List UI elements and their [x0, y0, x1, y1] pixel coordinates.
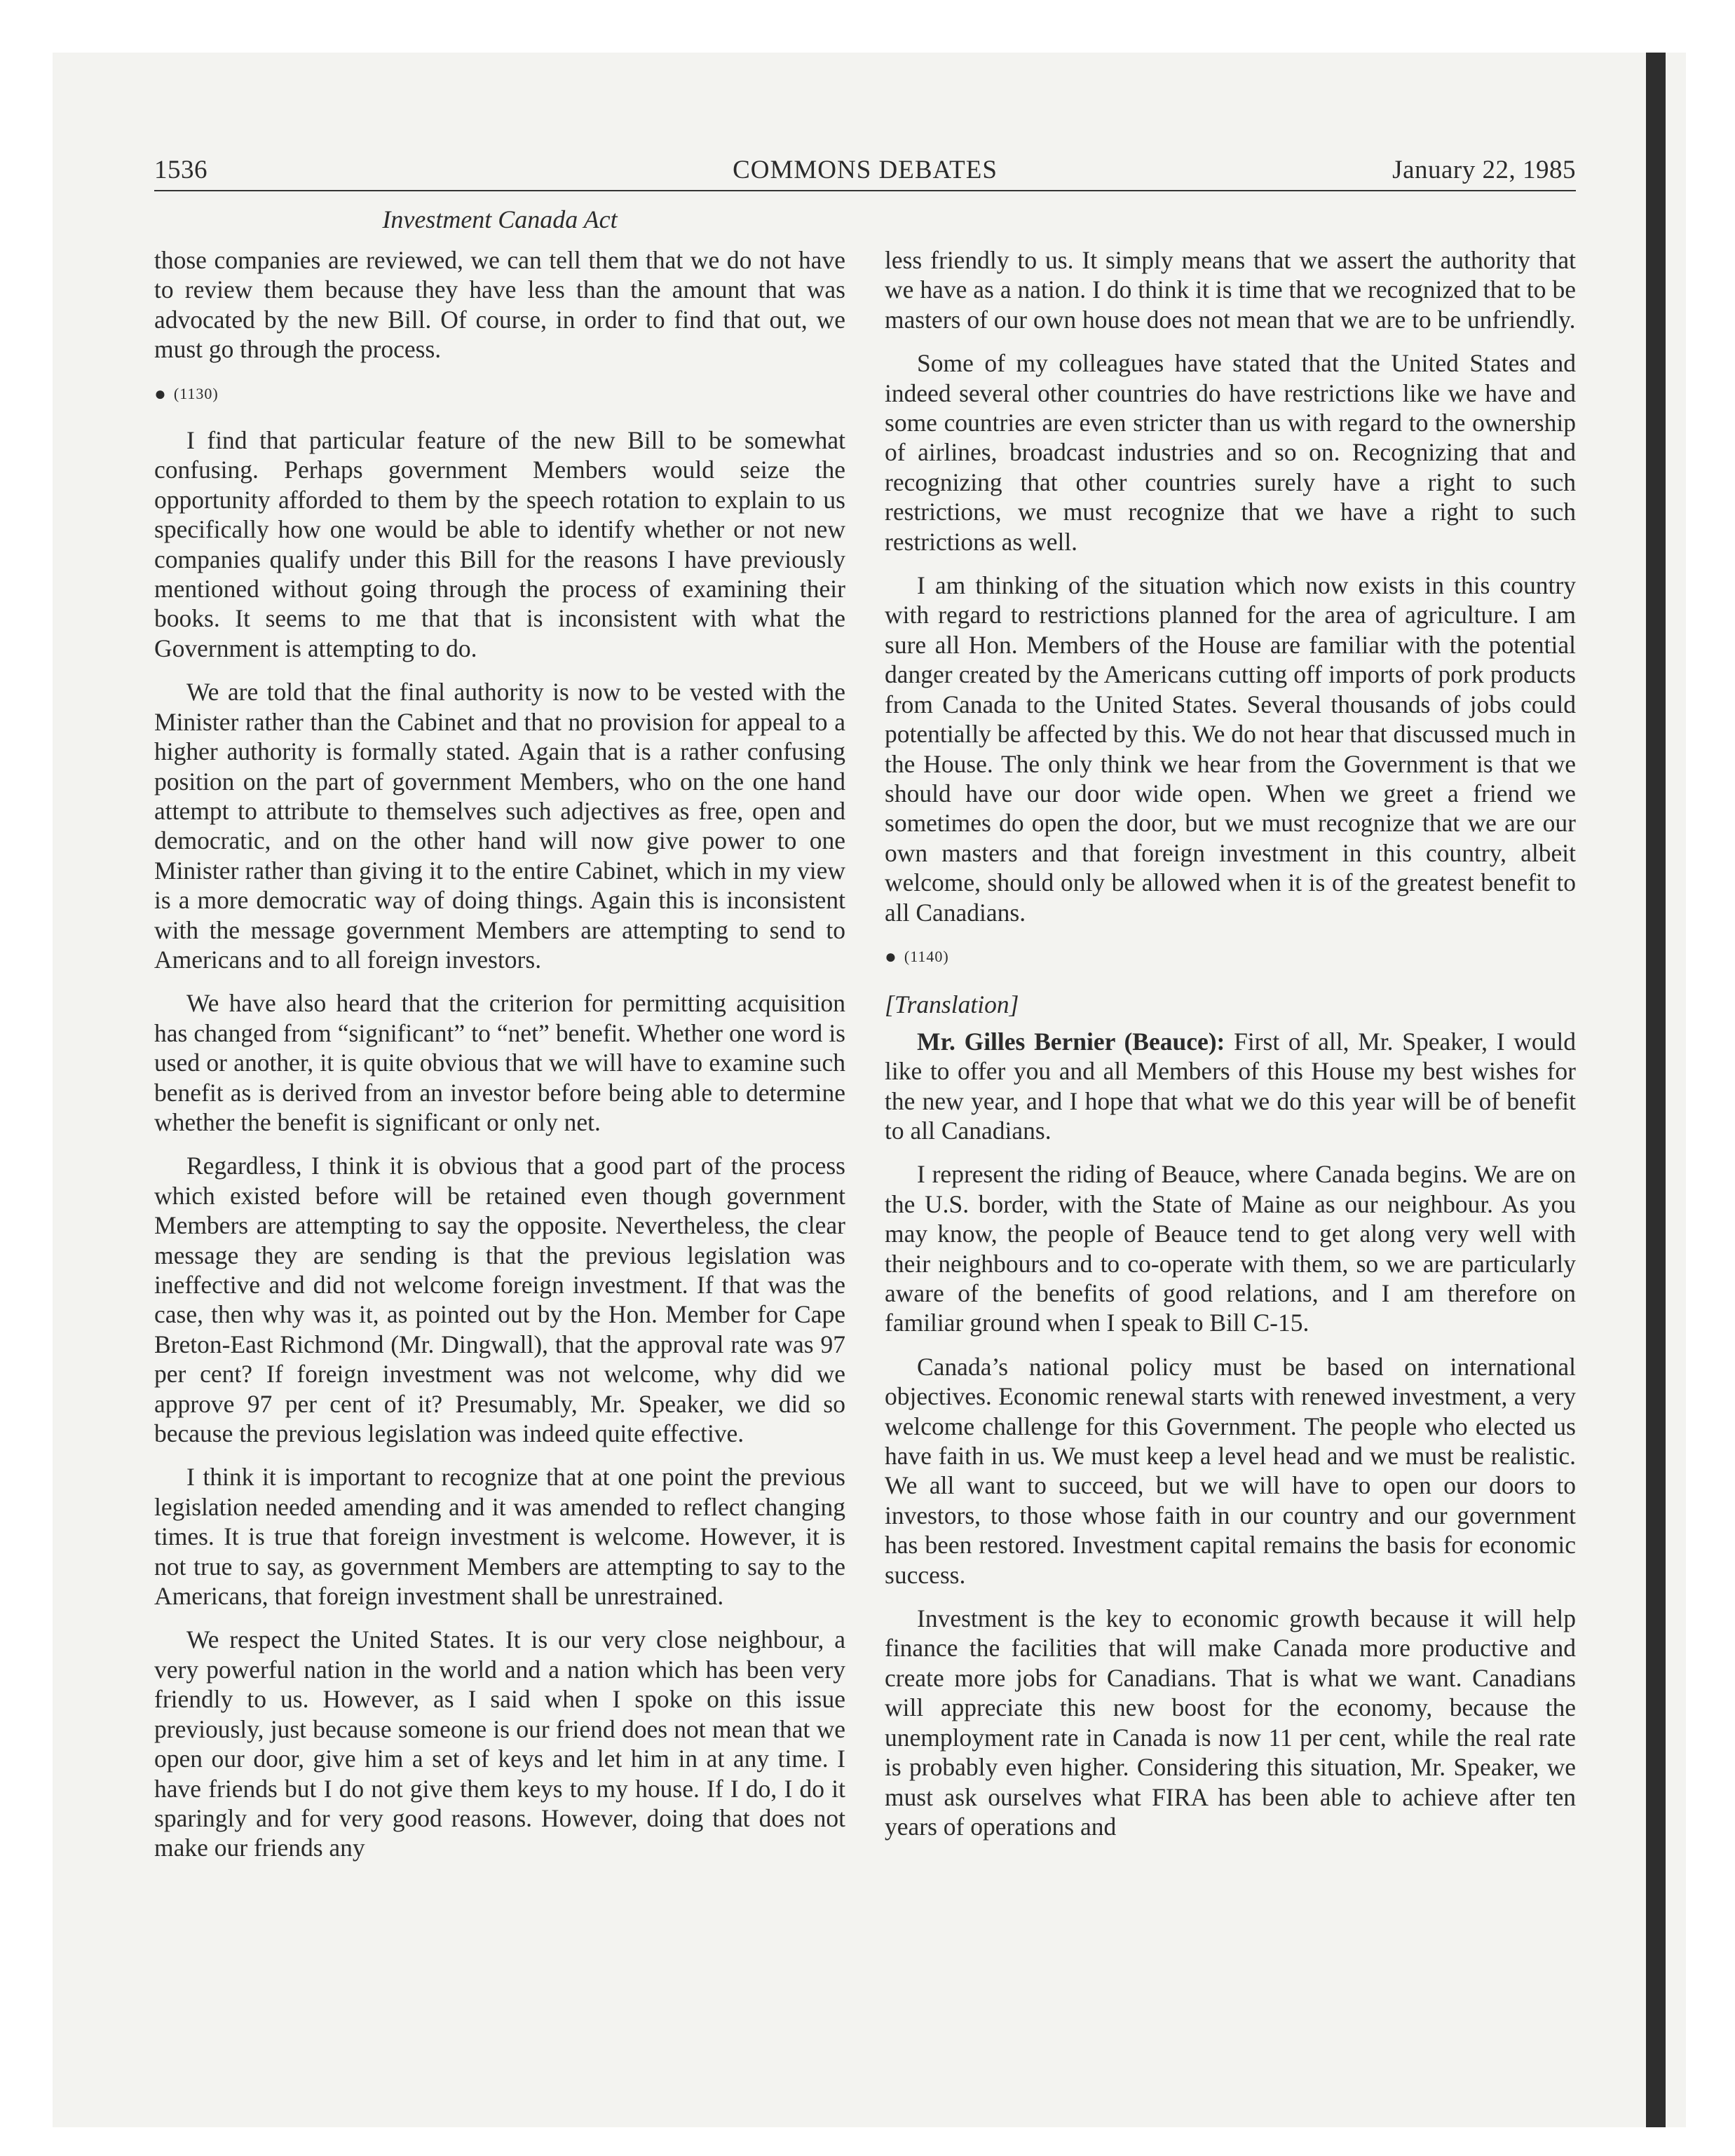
paragraph: We are told that the final authority is now to be vested with the Minister rather than the Cabinet and that no provision for appeal to a higher authority is formally stated. Again that is a rather confusing position on the part of government Members, who on the one hand attempt to attribute to themselves such adjectives as free, open and democratic, and on the other hand will now give power to one Minister rather than giving it to the entire Cabinet, which in my view is a more democratic way of doing things. Again this is inconsistent with the message government Members are attempting to send to Americans and to all foreign investors. — [154, 678, 845, 974]
paragraph: I find that particular feature of the new Bill to be somewhat confusing. Perhaps government Members would seize the opportunity afforded to them by the speech rotation to explain to us specifically how one would be able to identify whether or not new companies qualify under this Bill for the reasons I have previously mentioned without going through the process of examining their books. It seems to me that that is inconsistent with what the Government is attempting to do. — [154, 426, 845, 662]
left-column — [154, 245, 845, 1877]
paragraph: I represent the riding of Beauce, where Canada begins. We are on the U.S. border, with the State of Maine as our neighbour. As you may know, the people of Beauce tend to get along very well with their neighbours and to co-operate with them, so we are particularly aware of the benefits of good relations, and I am therefore on familiar ground when I speak to Bill C-15. — [885, 1160, 1576, 1337]
section-subtitle: Investment Canada Act — [382, 205, 618, 233]
paragraph: those companies are reviewed, we can tell them that we do not have to review them because they have less than the amount that was advocated by the new Bill. Of course, in order to find that out, we must go through the process. — [154, 246, 845, 364]
paragraph: I am thinking of the situation which now exists in this country with regard to restrictions planned for the area of agriculture. I am sure all Hon. Members of the House are familiar with the potential danger created by the Americans cutting off imports of pork products from Canada to the United States. Several thousands of jobs could potentially be affected by this. We do not hear that discussed much in the House. The only think we hear from the Government is that we should have our door wide open. When we greet a friend we sometimes do open the door, but we must recognize that we are our own masters and that foreign investment in this country, albeit welcome, should only be allowed when it is of the greatest benefit to all Canadians. — [885, 571, 1576, 927]
speech-text: First of all, Mr. Speaker, I would like to offer you and all Members of this House my best wishes for the new year, and I hope that what we do this year will be of benefit to all Canadians. — [885, 1027, 1577, 1145]
paragraph: less friendly to us. It simply means that we assert the authority that we have as a nation. I do think it is time that we recognized that to be masters of our own house does not mean that we are to be unfriendly. — [885, 246, 1576, 334]
paragraph: Canada’s national policy must be based on international objectives. Economic renewal starts with renewed investment, a very welcome challenge for this Government. The people who elected us have faith in us. We must keep a level head and we must be realistic. We all want to succeed, but we will have to open our doors to investors, to those whose faith in our country and our government has been restored. Investment capital remains the basis for economic success. — [885, 1352, 1576, 1589]
page-header — [154, 151, 1576, 191]
paragraph: I think it is important to recognize that at one point the previous legislation needed amending and it was amended to reflect changing times. It is true that foreign investment is welcome. However, it is not true to say, as government Members are attempting to say to the Americans, that foreign investment shall be unrestrained. — [154, 1463, 845, 1611]
scan-edge-shadow — [1646, 53, 1666, 2127]
paragraph: We respect the United States. It is our very close neighbour, a very powerful nation in the world and a nation which has been very friendly to us. However, as I said when I spoke on this issue previously, just because someone is our friend does not mean that we open our door, give him a set of keys and let him in at any time. I have friends but I do not give them keys to my house. If I do, I do it sparingly and for very good reasons. However, doing that does not make our friends any — [154, 1625, 845, 1862]
speaker-name: Mr. Gilles Bernier (Beauce): — [917, 1027, 1225, 1056]
bullet-icon: ● — [154, 383, 167, 405]
page-date: January 22, 1985 — [1392, 156, 1576, 184]
time-marker-label: (1140) — [904, 947, 949, 965]
time-marker-label: (1130) — [173, 384, 219, 402]
translation-label: [Translation] — [885, 990, 1019, 1019]
time-marker — [154, 378, 845, 409]
page-number: 1536 — [154, 156, 207, 184]
publication-title: COMMONS DEBATES — [733, 156, 998, 184]
time-marker — [885, 941, 1576, 971]
paragraph: Some of my colleagues have stated that the United States and indeed several other countries do have restrictions like we have and some countries are even stricter than us with regard to the ownership of airlines, broadcast industries and so on. Recognizing that and recognizing that other countries surely have a right to such restrictions, we must recognize that we have a right to such restrictions as well. — [885, 349, 1576, 556]
bullet-icon: ● — [885, 946, 897, 968]
paragraph: Regardless, I think it is obvious that a good part of the process which existed before will be retained even though government Members are attempting to say the opposite. Nevertheless, the clear message they are sending is that the previous legislation was ineffective and did not welcome foreign investment. If that was the case, then why was it, as pointed out by the Hon. Member for Cape Breton-East Richmond (Mr. Dingwall), that the approval rate was 97 per cent? If foreign investment was not welcome, why did we approve 97 per cent of it? Presumably, Mr. Speaker, we did so because the previous legislation was indeed quite effective. — [154, 1152, 845, 1448]
right-column — [885, 245, 1576, 1855]
speech-paragraph — [885, 1027, 1576, 1146]
paragraph: Investment is the key to economic growth because it will help finance the facilities that will make Canada more productive and create more jobs for Canadians. That is what we want. Canadians will appreciate this new boost for the economy, because the unemployment rate in Canada is now 11 per cent, while the real rate is probably even higher. Considering this situation, Mr. Speaker, we must ask ourselves what FIRA has been able to achieve after ten years of operations and — [885, 1604, 1576, 1841]
paragraph: We have also heard that the criterion for permitting acquisition has changed from “significant” to “net” benefit. Whether one word is used or another, it is quite obvious that we will have to examine such benefit as is derived from an investor before being able to determine whether the benefit is significant or only net. — [154, 989, 845, 1136]
